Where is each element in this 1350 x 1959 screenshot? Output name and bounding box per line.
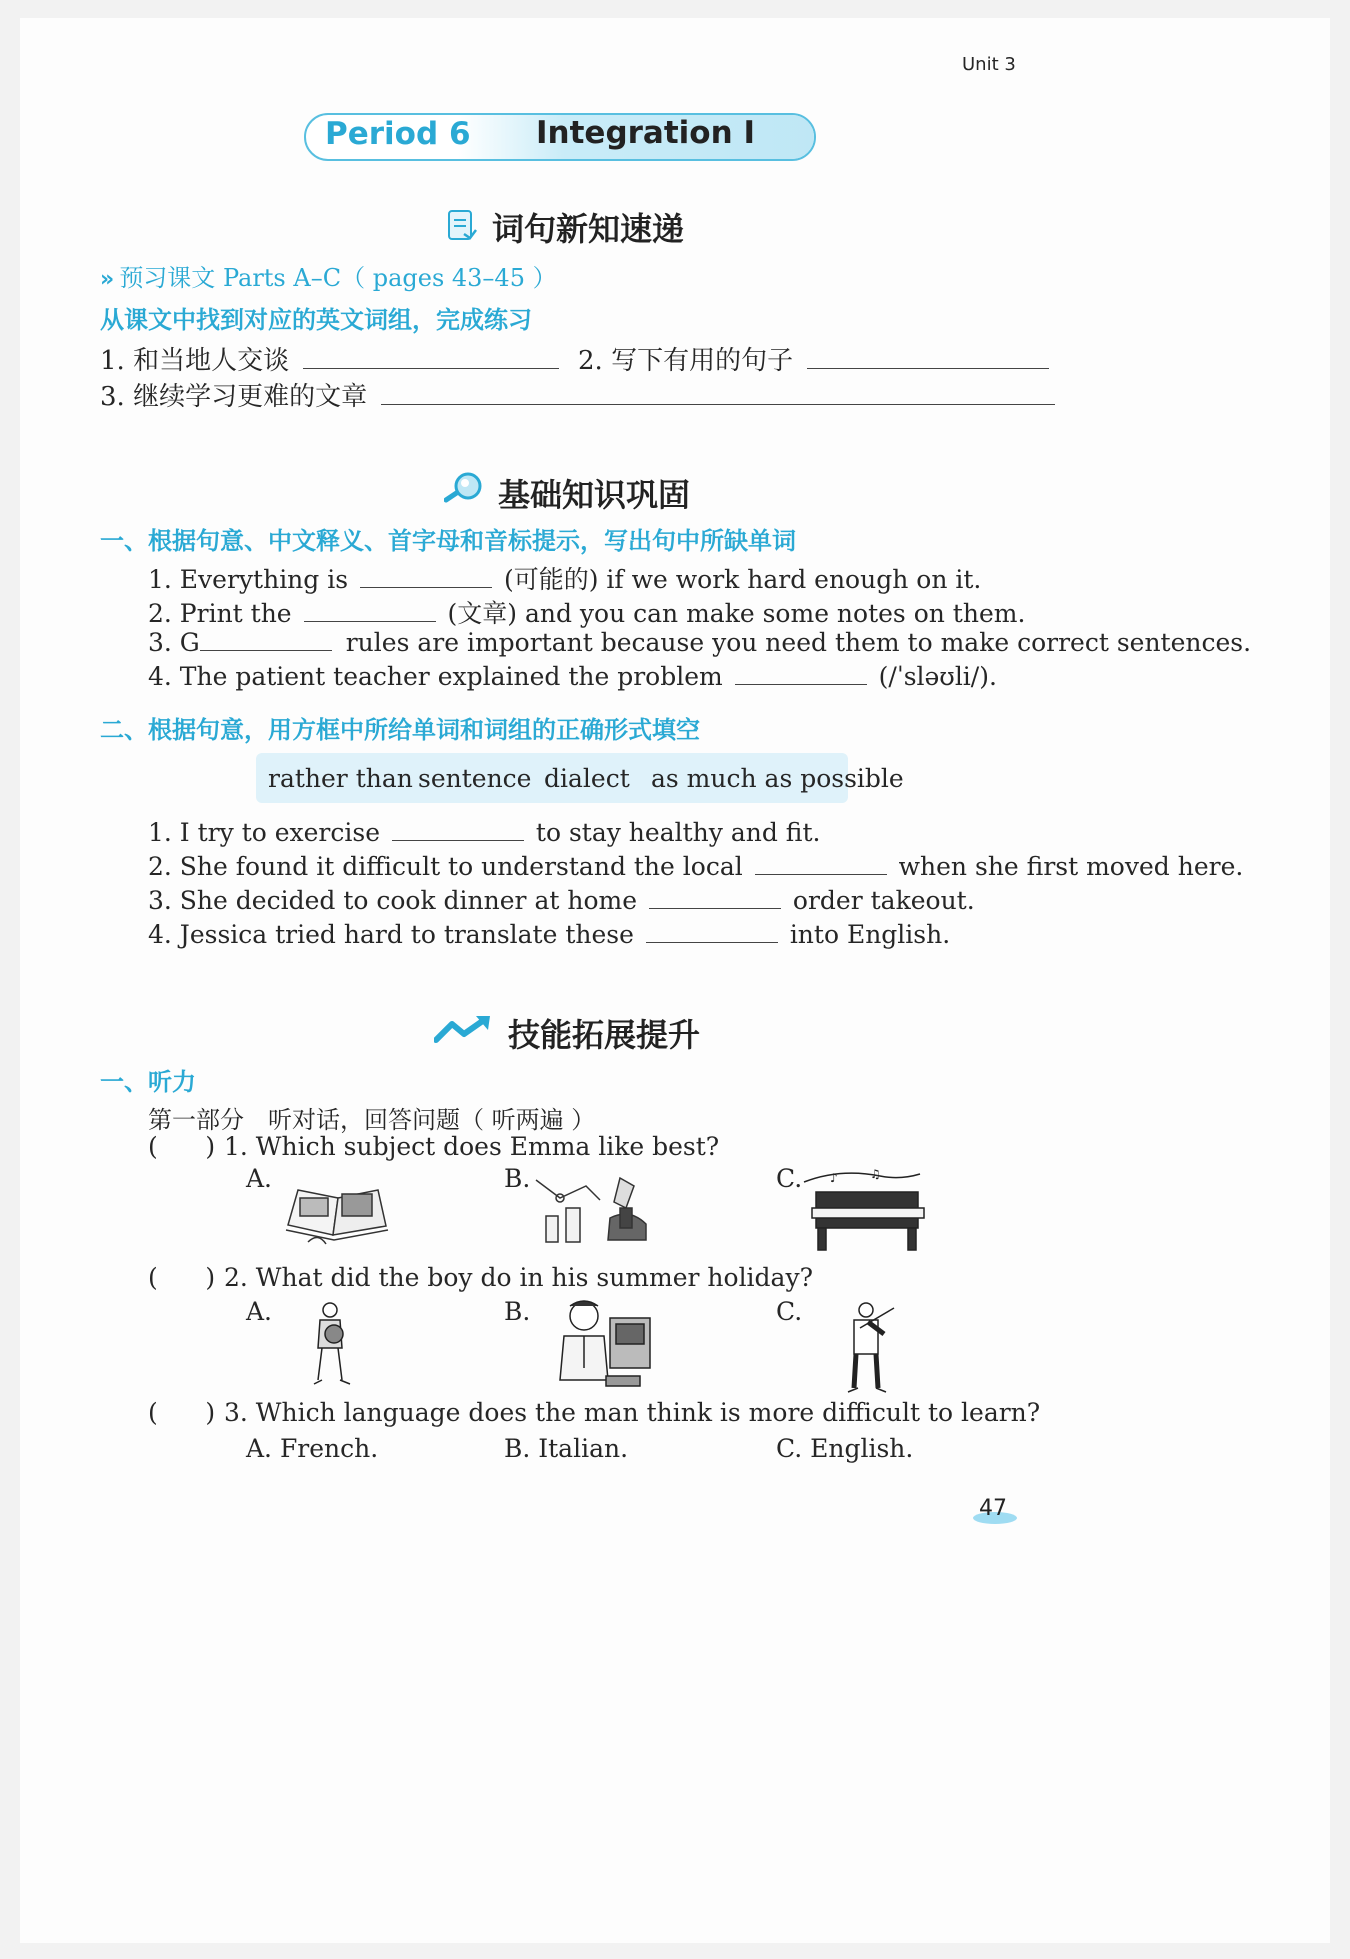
question-text: 4. The patient teacher explained the problem	[148, 662, 723, 691]
answer-bracket[interactable]: ( )	[148, 1398, 216, 1427]
option-italian: B. Italian.	[504, 1434, 629, 1463]
option-english: C. English.	[776, 1434, 914, 1463]
fill-question-3	[148, 886, 975, 915]
listening-question-1: 1. Which subject does Emma like best?	[224, 1132, 720, 1161]
answer-blank[interactable]	[646, 920, 778, 943]
part2-heading: 二、根据句意，用方框中所给单词和词组的正确形式填空	[100, 716, 700, 744]
question-text: 2. Print the	[148, 599, 292, 628]
section1-title: 词句新知速递	[492, 210, 685, 248]
answer-blank[interactable]	[755, 852, 887, 875]
phrase-item-2	[578, 340, 1049, 377]
preview-text: 预习课文 Parts A–C（ pages 43–45 ）	[119, 264, 557, 292]
listening-subheading: 第一部分 听对话，回答问题（ 听两遍 ）	[148, 1106, 596, 1134]
question-text: (文章) and you can make some notes on them.	[447, 599, 1026, 628]
trend-up-icon	[434, 1014, 492, 1044]
piano-illustration[interactable]	[800, 1168, 940, 1252]
violin-boy-illustration[interactable]	[838, 1300, 898, 1396]
answer-blank[interactable]	[303, 346, 559, 369]
phrase-item-1-text: 1. 和当地人交谈	[100, 346, 290, 376]
fill-question-4	[148, 920, 950, 949]
title-banner	[303, 112, 817, 162]
word-box	[256, 753, 904, 803]
phrase-item-3	[100, 376, 1055, 413]
vocab-question-3	[148, 628, 1251, 657]
vocab-question-4	[148, 662, 997, 691]
svg-text:♪: ♪	[830, 1171, 838, 1185]
answer-blank[interactable]	[381, 382, 1055, 405]
section1-instruction: 从课文中找到对应的英文词组，完成练习	[100, 306, 532, 334]
magnifier-icon	[444, 470, 484, 506]
unit-label: Unit 3	[962, 54, 1016, 75]
option-label: B.	[504, 1297, 531, 1326]
question-text: (/ˈslәʊli/).	[878, 662, 997, 691]
question-text: 4. Jessica tried hard to translate these	[148, 920, 634, 949]
workbook-page	[20, 18, 1330, 1943]
question-text: 3. G	[148, 628, 200, 657]
answer-blank[interactable]	[392, 818, 524, 841]
lesson-title: Integration I	[536, 115, 755, 151]
question-text: to stay healthy and fit.	[535, 818, 821, 847]
section2-title: 基础知识巩固	[498, 476, 691, 514]
answer-blank[interactable]	[304, 599, 436, 622]
answer-blank[interactable]	[200, 628, 332, 651]
phrase-item-1	[100, 340, 559, 377]
page-number: 47	[979, 1496, 1007, 1521]
listening-question-2: 2. What did the boy do in his summer holiday?	[224, 1263, 813, 1292]
fill-question-1	[148, 818, 820, 847]
option-french: A. French.	[246, 1434, 379, 1463]
option-label: C.	[776, 1164, 803, 1193]
listening-question-3: 3. Which language does the man think is more difficult to learn?	[224, 1398, 1041, 1427]
vocab-question-1	[148, 560, 981, 596]
word-option: rather than	[268, 764, 413, 793]
listening-heading: 一、听力	[100, 1068, 196, 1096]
books-illustration[interactable]	[278, 1170, 398, 1250]
option-label: B.	[504, 1164, 531, 1193]
answer-bracket[interactable]: ( )	[148, 1263, 216, 1292]
answer-blank[interactable]	[360, 565, 492, 588]
period-label: Period 6	[325, 116, 471, 152]
vocab-question-2	[148, 594, 1025, 630]
question-text: 3. She decided to cook dinner at home	[148, 886, 638, 915]
double-chevron-icon: »	[100, 267, 115, 292]
question-text: rules are important because you need them to make correct sentences.	[345, 628, 1252, 657]
question-text: order takeout.	[792, 886, 975, 915]
question-text: 1. Everything is	[148, 565, 349, 594]
preview-line	[100, 258, 557, 293]
option-label: C.	[776, 1297, 803, 1326]
word-option: sentence	[418, 764, 532, 793]
notes-icon	[446, 208, 478, 244]
answer-blank[interactable]	[649, 886, 781, 909]
fill-question-2	[148, 852, 1243, 881]
option-label: A.	[246, 1164, 273, 1193]
page-number-badge	[970, 1494, 1020, 1528]
answer-blank[interactable]	[735, 662, 867, 685]
answer-blank[interactable]	[807, 346, 1049, 369]
phrase-item-3-text: 3. 继续学习更难的文章	[100, 382, 368, 412]
phrase-item-2-text: 2. 写下有用的句子	[578, 346, 794, 376]
question-text: into English.	[789, 920, 951, 949]
question-text: when she first moved here.	[898, 852, 1244, 881]
section3-title: 技能拓展提升	[508, 1016, 701, 1054]
part1-heading: 一、根据句意、中文释义、首字母和音标提示，写出句中所缺单词	[100, 527, 796, 555]
computer-repair-boy-illustration[interactable]	[550, 1296, 656, 1394]
option-label: A.	[246, 1297, 273, 1326]
word-option: as much as possible	[651, 764, 904, 793]
basketball-boy-illustration[interactable]	[308, 1300, 358, 1392]
question-text: 1. I try to exercise	[148, 818, 380, 847]
question-text: (可能的) if we work hard enough on it.	[503, 565, 982, 594]
word-option: dialect	[544, 764, 630, 793]
answer-bracket[interactable]: ( )	[148, 1132, 216, 1161]
svg-text:♫: ♫	[870, 1168, 881, 1181]
question-text: 2. She found it difficult to understand the local	[148, 852, 743, 881]
science-lab-illustration[interactable]	[530, 1168, 660, 1250]
